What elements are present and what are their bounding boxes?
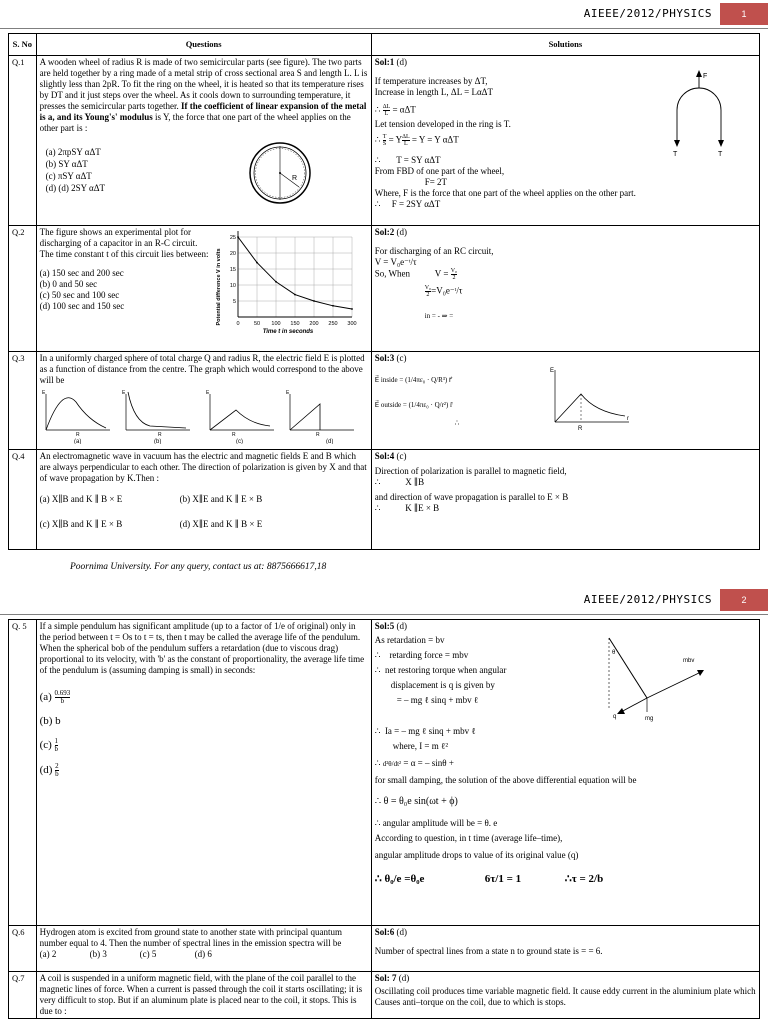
option-c: (c) $\frac{1}{b}$	[39, 737, 59, 754]
option-a: (a) 2	[39, 948, 57, 959]
svg-text:R: R	[75, 431, 80, 438]
page-number-badge: 1	[720, 3, 768, 25]
option-a: (a) 150 sec and 200 sec	[39, 267, 124, 278]
solution-cell: Sol:3 (c) E⃗ inside = (1/4πε₀ · Q/R³) r⃗ E⃗ outside = (1/4πε₀ · Q/r²) r̂ ∴ E R r	[371, 352, 759, 450]
question-number: Q.3	[9, 352, 37, 450]
svg-text:θ: θ	[611, 649, 616, 656]
chart-data-point	[294, 294, 296, 296]
question-text: The figure shows an experimental plot for discharging of a capacitor in an R-C circuit. The time constant t of this circuit lies between:	[39, 227, 209, 259]
question-table-2	[8, 619, 760, 1019]
chart-data-point	[313, 300, 315, 302]
graph-a	[42, 390, 110, 444]
chart-y-tick-label: 5	[232, 299, 236, 305]
option-c: (c) πSY αΔT	[45, 170, 92, 181]
question-cell	[36, 450, 371, 550]
option-b: (b) X∥E and K ∥ E × B	[179, 493, 263, 504]
chart-x-tick-label: 300	[346, 321, 357, 327]
page-header	[0, 2, 768, 26]
page-footer: Poornima University. For any query, contact us at: 8875666617,18	[70, 562, 327, 572]
svg-text:R: R	[577, 425, 583, 432]
question-text: Hydrogen atom is excited from ground state to another state with principal quantum number equal to 4. Then the number of spectral lines in the emission spectra will be	[39, 927, 343, 948]
question-text: An electromagnetic wave in vacuum has the electric and magnetic fields E and B which are always perpendicular to each other. The direction of polarization is given by X and that of wave propagation by K.Then :	[39, 451, 367, 483]
option-d: (d) X∥E and K ∥ B × E	[179, 518, 263, 529]
chart-x-tick-label: 150	[289, 321, 300, 327]
svg-text:R: R	[231, 431, 236, 438]
options-list	[40, 268, 210, 312]
solution-cell: Sol:6 (d) Number of spectral lines from a state n to ground state is = = 6.	[371, 926, 759, 972]
solution-field-graph	[545, 364, 635, 434]
question-text: If a simple pendulum has significant amplitude (up to a factor of 1/e of original) only in the period between t = Os to t = ts, then t may be called the average life of the pendulum. When the spherical bob of the pendulum suffers a retardation (due to viscous drag) proportional to its velocity, with 'b' as the constant of proportionality, the average life time of the pendulum is (assuming damping is small) in seconds:	[39, 621, 365, 675]
chart-x-tick-label: 250	[327, 321, 338, 327]
header-title: AIEEE/2012/PHYSICS	[583, 7, 712, 21]
header-solutions: Solutions	[371, 34, 759, 56]
table-row	[9, 352, 760, 450]
option-d: (d) 6	[194, 948, 212, 959]
chart-data-point	[275, 281, 277, 283]
svg-text:E: E	[205, 389, 209, 396]
chart-x-tick-label: 100	[270, 321, 281, 327]
options-list	[40, 690, 368, 778]
option-a: (a) X∥B and K ∥ B × E	[39, 493, 123, 504]
option-b: (b) SY αΔT	[45, 158, 88, 169]
svg-text:mg: mg	[644, 715, 654, 722]
svg-text:E: E	[121, 389, 125, 396]
solution-cell: Sol: 7 (d) Oscillating coil produces time variable magnetic field. It cause eddy current in the aluminium plate which Causes anti–torque on the coil, due to which is stops.	[371, 972, 759, 1019]
svg-text:r: r	[626, 415, 629, 422]
table-row	[9, 226, 760, 352]
header-questions: Questions	[36, 34, 371, 56]
question-number: Q.7	[9, 972, 37, 1019]
svg-text:E: E	[41, 389, 45, 396]
option-c: (c) 5	[139, 948, 157, 959]
svg-text:q: q	[612, 713, 617, 720]
question-number: Q.1	[9, 56, 37, 226]
question-text: In a uniformly charged sphere of total charge Q and radius R, the electric field E is plotted as a function of distance from the centre. The graph which would correspond to the above will be	[39, 353, 365, 385]
page-header-2	[0, 588, 768, 612]
wheel-figure	[240, 140, 320, 206]
option-b: (b) 0 and 50 sec	[39, 278, 98, 289]
chart-x-tick-label: 200	[308, 321, 319, 327]
solution-cell: Sol:4 (c) Direction of polarization is parallel to magnetic field, ∴ X ∥B and direction of wave propagation is parallel to E × B ∴ K ∥E × B	[371, 450, 759, 550]
question-number: Q. 5	[9, 620, 37, 926]
solution-cell: Sol:5 (d) As retardation = bv ∴ retarding force = mbv ∴ net restoring torque when angular displacement is q is given by = – mg ℓ sinq + mbv ℓ θ q mg mbv ∴ Ia = – mg ℓ sinq + mbv ℓ where, I = m ℓ² ∴ d²θ/dt² = α = – sinθ + for small damping, the solution of the above differential equation will be ∴ θ = θ₀e sin(ωt + ϕ) ∴ angular amplitude will be = θ. e According to question, in t time (average life–time), angular amplitude drops to value of its original value (q) ∴ θ₀/e =θ₀e 6τ/1 = 1 ∴τ = 2/b	[371, 620, 759, 926]
header-rule-2	[0, 614, 768, 615]
chart-x-tick-label: 0	[236, 321, 240, 327]
chart-x-tick-label: 50	[253, 321, 260, 327]
question-number: Q.4	[9, 450, 37, 550]
question-table-1	[8, 33, 760, 550]
question-number: Q.6	[9, 926, 37, 972]
header-title-2: AIEEE/2012/PHYSICS	[583, 593, 712, 607]
table-row	[9, 450, 760, 550]
question-cell	[36, 620, 371, 926]
chart-y-tick-label: 25	[229, 235, 236, 241]
svg-text:T: T	[672, 150, 677, 158]
chart-data-point	[237, 236, 239, 238]
field-graphs	[40, 386, 360, 444]
chart-xlabel: Time t in seconds	[262, 329, 313, 335]
option-c: (c) 50 sec and 100 sec	[39, 289, 120, 300]
option-a: (a) 2πpSY αΔT	[45, 146, 101, 157]
svg-text:R: R	[157, 431, 162, 438]
svg-text:(b): (b)	[153, 438, 161, 444]
page-1	[0, 2, 768, 1019]
svg-text:T: T	[717, 150, 722, 158]
question-cell	[36, 972, 371, 1019]
options-list	[40, 140, 240, 206]
chart-data-point	[256, 262, 258, 264]
graph-d	[286, 390, 354, 444]
table-header-row	[9, 34, 760, 56]
option-a: (a) $\frac{0.693}{b}$	[39, 688, 71, 705]
option-d: (d) 100 sec and 150 sec	[39, 300, 125, 311]
header-sno: S. No	[9, 34, 37, 56]
question-cell	[36, 352, 371, 450]
radius-label: R	[291, 174, 297, 182]
option-d: (d) (d) 2SY αΔT	[45, 182, 105, 193]
chart-y-tick-label: 20	[229, 251, 236, 257]
chart-data-point	[332, 305, 334, 307]
svg-text:(d): (d)	[325, 438, 333, 444]
question-cell	[36, 56, 371, 226]
graph-c	[206, 390, 274, 444]
table-row	[9, 972, 760, 1019]
table-row	[9, 620, 760, 926]
question-cell	[36, 226, 371, 352]
table-row	[9, 926, 760, 972]
option-b: (b) 3	[89, 948, 107, 959]
question-cell	[36, 926, 371, 972]
question-number: Q.2	[9, 226, 37, 352]
page-number-badge-2: 2	[720, 589, 768, 611]
solution-cell: Sol:1 (d) If temperature increases by ΔT, Increase in length L, ΔL = LαΔT ∴ $\frac{\Delta L}{L}$ = αΔT Let tension developed in the ring is T. ∴ $\frac{T}{S}$ = Y $\frac{\Delta L}{L}$ = Y = Y αΔT ∴ T = SY αΔT From FBD of one part of the wheel, F= 2T Where, F is the force that one part of the wheel applies on the other part. ∴ F = 2SY αΔT F T T	[371, 56, 759, 226]
chart-y-tick-label: 15	[229, 267, 236, 273]
fbd-figure	[665, 68, 735, 158]
svg-text:E: E	[285, 389, 289, 396]
svg-text:(a): (a)	[73, 438, 81, 444]
option-c: (c) X∥B and K ∥ E × B	[39, 518, 123, 529]
svg-text:F: F	[702, 72, 707, 80]
pendulum-figure	[605, 632, 725, 722]
question-text: A wooden wheel of radius R is made of two semicircular parts (see figure). The two parts are held together by a ring made of a metal strip of cross sectional area S and length L. L is slightly less than 2pR. To fit the ring on the wheel, it is heated so that its temperature rises by DT and it just steps over the wheel. As it cools down to surrounding temperature, it presses the semicircular parts together. If the coefficient of linear expansion of the metal is a, and its Young's' modulus is Y, the force that one part of the wheel applies on the other part is :	[39, 57, 368, 133]
discharge-chart	[210, 227, 360, 337]
chart-data-point	[351, 308, 353, 310]
option-b: (b) b	[39, 714, 61, 727]
svg-text:E: E	[549, 367, 554, 374]
option-d: (d) $\frac{2}{b}$	[39, 762, 59, 779]
question-text: A coil is suspended in a uniform magnetic field, with the plane of the coil parallel to the magnetic lines of force. When a current is passed through the coil it starts oscillating; it is very difficult to stop. But if an aluminum plate is placed near to the coil, it stops. This is due to :	[39, 973, 363, 1016]
chart-y-tick-label: 10	[229, 283, 236, 289]
graph-b	[122, 390, 190, 444]
svg-text:(c): (c)	[235, 438, 243, 444]
solution-cell: Sol:2 (d) For discharging of an RC circuit, V = V₀e⁻ᵗ/τ So, When V = $\frac{\text{V₀}}{2}$ $\frac{\text{V₀}}{2}$ =V₀e⁻ᵗ/τ in = - ⇒ =	[371, 226, 759, 352]
svg-text:R: R	[315, 431, 320, 438]
header-rule	[0, 28, 768, 29]
chart-ylabel: Potential difference V in volts	[215, 248, 222, 326]
table-row	[9, 56, 760, 226]
svg-text:mbv: mbv	[682, 657, 695, 664]
options-list	[40, 949, 368, 960]
